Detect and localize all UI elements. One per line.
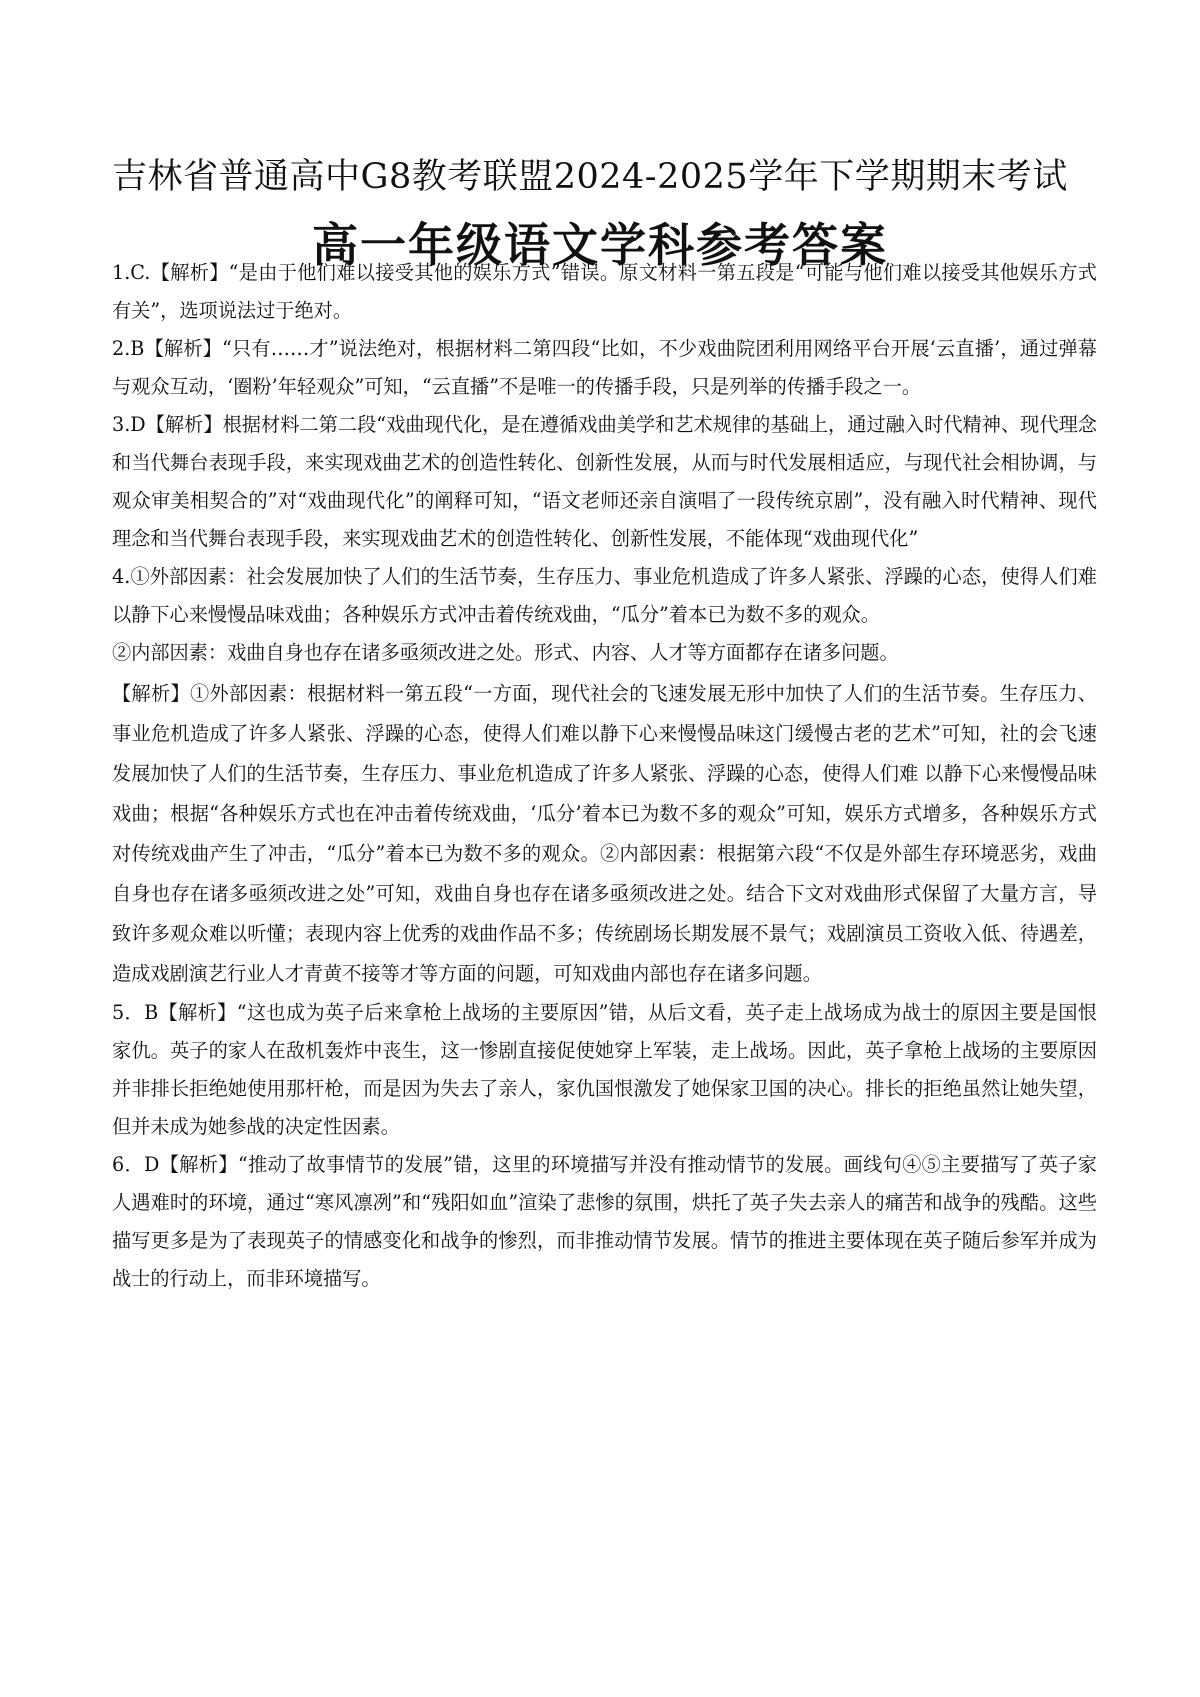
answer-content — [112, 254, 1097, 1298]
answer-6-paragraph: 6．D【解析】“推动了故事情节的发展”错，这里的环境描写并没有推动情节的发展。画线句④⑤主要描写了英子家人遇难时的环境，通过“寒风凛冽”和“残阳如血”渲染了悲惨的氛围，烘托了英子失去亲人的痛苦和战争的残酷。这些描写更多是为了表现英子的情感变化和战争的惨烈，而非推动情节发展。情节的推进主要体现在英子随后参军并成为战士的行动上，而非环境描写。 — [112, 1153, 1097, 1290]
answer-4-analysis-paragraph: 【解析】①外部因素：根据材料一第五段“一方面，现代社会的飞速发展无形中加快了人们的生活节奏。生存压力、事业危机造成了许多人紧张、浮躁的心态，使得人们难以静下心来慢慢品味这门缓慢古老的艺术”可知，社的会飞速发展加快了人们的生活节奏，生存压力、事业危机造成了许多人紧张、浮躁的心态，使得人们难 以静下心来慢慢品味戏曲；根据“各种娱乐方式也在冲击着传统戏曲，‘瓜分’着本已为数不多的观众”可知，娱乐方式增多，各种娱乐方式对传统戏曲产生了冲击，“瓜分”着本已为数不多的观众。②内部因素：根据第六段“不仅是外部生存环境恶劣，戏曲自身也存在诸多亟须改进之处”可知，戏曲自身也存在诸多亟须改进之处。结合下文对戏曲形式保留了大量方言，导致许多观众难以听懂；表现内容上优秀的戏曲作品不多；传统剧场长期发展不景气；戏剧演员工资收入低、待遇差，造成戏剧演艺行业人才青黄不接等才等方面的问题，可知戏曲内部也存在诸多问题。 — [112, 682, 1097, 985]
answer-4-internal-paragraph: ②内部因素：戏曲自身也存在诸多亟须改进之处。形式、内容、人才等方面都存在诸多问题。 — [112, 641, 899, 664]
answer-1-paragraph: 1.C.【解析】“是由于他们难以接受其他的娱乐方式”错误。原文材料一第五段是“可能与他们难以接受其他娱乐方式有关”，选项说法过于绝对。 — [112, 261, 1097, 322]
answer-5-paragraph: 5．B【解析】“这也成为英子后来拿枪上战场的主要原因”错，从后文看，英子走上战场成为战士的原因主要是国恨家仇。英子的家人在敌机轰炸中丧生，这一惨剧直接促使她穿上军装，走上战场。因此，英子拿枪上战场的主要原因并非排长拒绝她使用那杆枪，而是因为失去了亲人，家仇国恨激发了她保家卫国的决心。排长的拒绝虽然让她失望，但并未成为她参战的决定性因素。 — [112, 1001, 1097, 1138]
answer-key-title: 高一年级语文学科参考答案 — [312, 218, 888, 272]
answer-4-external-paragraph: 4.①外部因素：社会发展加快了人们的生活节奏，生存压力、事业危机造成了许多人紧张、浮躁的心态，使得人们难以静下心来慢慢品味戏曲；各种娱乐方式冲击着传统戏曲，“瓜分”着本已为数不多的观众。 — [112, 565, 1097, 626]
answer-3-paragraph: 3.D【解析】根据材料二第二段“戏曲现代化，是在遵循戏曲美学和艺术规律的基础上，通过融入时代精神、现代理念和当代舞台表现手段，来实现戏曲艺术的创造性转化、创新性发展，从而与时代发展相适应，与现代社会相协调，与观众审美相契合的”对“戏曲现代化”的阐释可知，“语文老师还亲自演唱了一段传统京剧”，没有融入时代精神、现代理念和当代舞台表现手段，来实现戏曲艺术的创造性转化、创新性发展，不能体现“戏曲现代化” — [112, 413, 1097, 550]
answer-2-paragraph: 2.B【解析】“只有……才”说法绝对，根据材料二第四段“比如，不少戏曲院团利用网络平台开展‘云直播’，通过弹幕与观众互动，‘圈粉’年轻观众”可知，“云直播”不是唯一的传播手段，只是列举的传播手段之一。 — [112, 337, 1097, 398]
exam-header-title: 吉林省普通高中G8教考联盟2024-2025学年下学期期末考试 — [112, 157, 1068, 197]
